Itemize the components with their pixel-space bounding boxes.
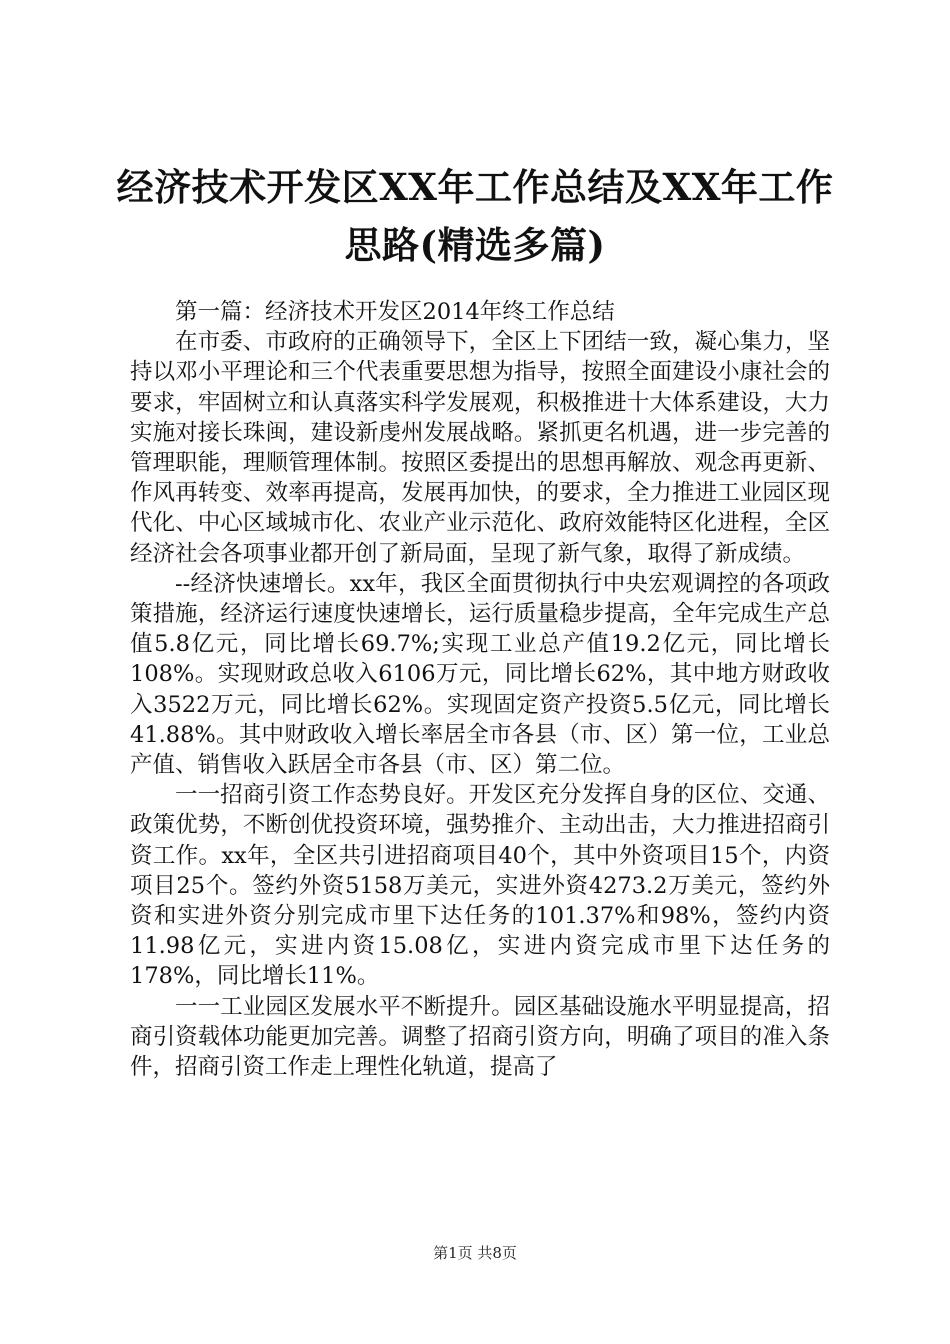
paragraph-intro: 在市委、市政府的正确领导下，全区上下团结一致，凝心集力，坚持以邓小平理论和三个代表重要思想为指导，按照全面建设小康社会的要求，牢固树立和认真落实科学发展观，积极推进十大体系建设，大力实施对接长珠闽，建设新虔州发展战略。紧抓更名机遇，进一步完善的管理职能，理顺管理体制。按照区委提出的思想再解放、观念再更新、作风再转变、效率再提高，发展再加快，的要求，全力推进工业园区现代化、中心区域城市化、农业产业示范化、政府效能特区化进程，全区经济社会各项事业都开创了新局面，呈现了新气象，取得了新成绩。 [130,329,830,567]
document-body [130,297,830,1082]
paragraph-investment: 一一招商引资工作态势良好。开发区充分发挥自身的区位、交通、政策优势，不断创优投资环境，强势推介、主动出击，大力推进招商引资工作。xx年，全区共引进招商项目40个，其中外资项目15个，内资项目25个。签约外资5158万美元，实进外资4273.2万美元，签约外资和实进外资分别完成市里下达任务的101.37%和98%，签约内资11.98亿元，实进内资15.08亿，实进内资完成市里下达任务的178%，同比增长11%。 [130,782,830,990]
page-footer: 第1页 共8页 [433,1244,517,1262]
section-heading: 第一篇：经济技术开发区2014年终工作总结 [175,299,615,325]
document-title: 经济技术开发区XX年工作总结及XX年工作思路(精选多篇) [116,165,834,267]
paragraph-economy: --经济快速增长。xx年，我区全面贯彻执行中央宏观调控的各项政策措施，经济运行速度快速增长，运行质量稳步提高，全年完成生产总值5.8亿元，同比增长69.7%;实现工业总产值19.2亿元，同比增长108%。实现财政总收入6106万元，同比增长62%，其中地方财政收入3522万元，同比增长62%。实现固定资产投资5.5亿元，同比增长41.88%。其中财政收入增长率居全市各县（市、区）第一位，工业总产值、销售收入跃居全市各县（市、区）第二位。 [130,570,830,779]
paragraph-industrial-park: 一一工业园区发展水平不断提升。园区基础设施水平明显提高，招商引资载体功能更加完善。调整了招商引资方向，明确了项目的准入条件，招商引资工作走上理性化轨道，提高了 [130,993,830,1081]
